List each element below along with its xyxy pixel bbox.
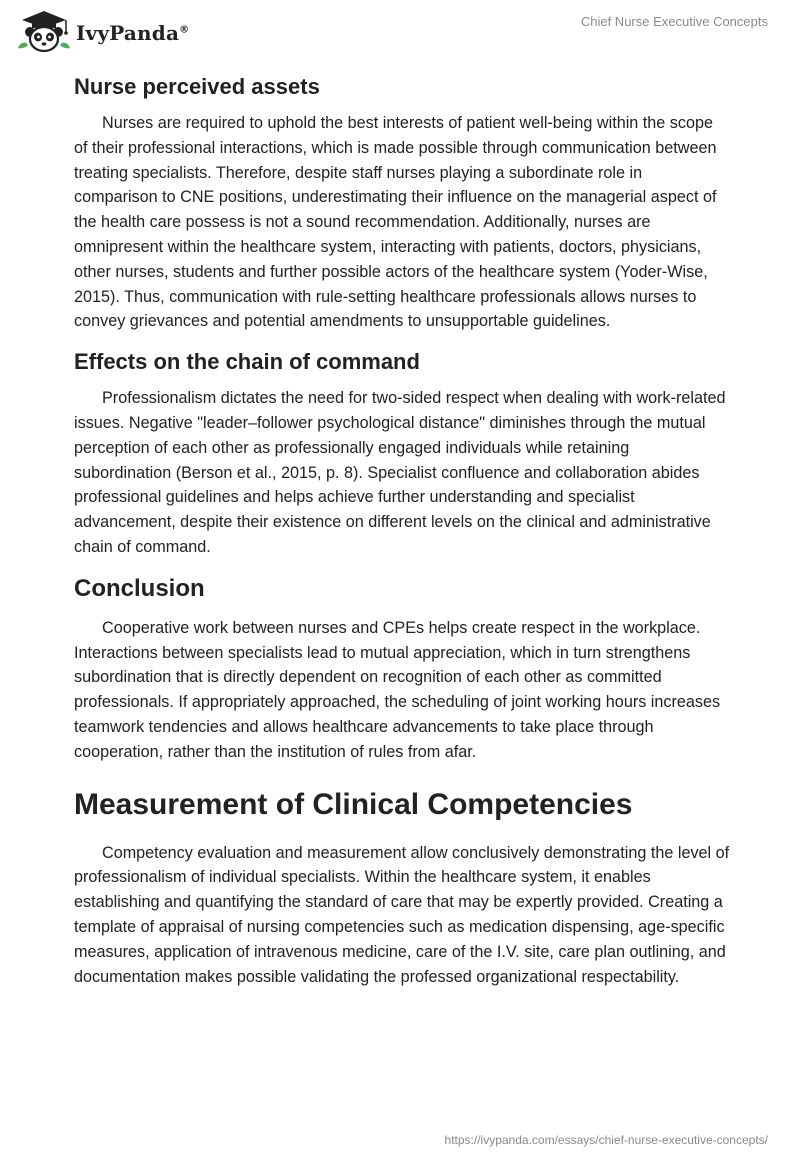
section-heading: Nurse perceived assets xyxy=(74,74,320,99)
page-header xyxy=(0,0,800,60)
section-paragraph: Professionalism dictates the need for two-sided respect when dealing with work-related issues. Negative "leader–follower psychological distance" diminishes through the mutual perception of each other as professionally engaged individuals while retaining subordination (Berson et al., 2015, p. 8). Specialist confluence and collaboration abides professional guidelines and helps achieve further understanding and specialist advancement, despite their existence on different levels on the clinical and administrative chain of command. xyxy=(74,389,726,556)
section-paragraph: Competency evaluation and measurement allow conclusively demonstrating the level of professionalism of individual specialists. Within the healthcare system, it enables establishing and quantifying the standard of care that may be expertly provided. Creating a template of appraisal of nursing competencies such as medication dispensing, age-specific measures, application of intravenous medicine, care of the I.V. site, care plan outlining, and documentation makes possible validating the professed organizational respectability. xyxy=(74,843,730,986)
essay-content xyxy=(74,72,730,989)
ivypanda-logo[interactable] xyxy=(14,8,189,54)
section-heading: Effects on the chain of command xyxy=(74,349,420,375)
panda-graduate-icon xyxy=(14,8,74,54)
section-paragraph: Nurses are required to uphold the best interests of patient well-being within the scope of their professional interactions, which is made possible through communication between treating specialists. Therefore, despite staff nurses playing a subordinate role in comparison to CNE positions, underestimating their influence on the managerial aspect of the health care possess is not a sound recommendation. Additionally, nurses are omnipresent within the healthcare system, interacting with patients, doctors, physicians, other nurses, students and further possible actors of the healthcare system (Yoder-Wise, 2015). Thus, communication with rule-setting healthcare professionals allows nurses to convey grievances and potential amendments to unsupportable guidelines. xyxy=(74,114,717,331)
logo-wordmark: IvyPanda® xyxy=(76,21,190,45)
section-paragraph: Cooperative work between nurses and CPEs helps create respect in the workplace. Interactions between specialists lead to mutual appreciation, which in turn strengthens subordination that is directly dependent on recognition of each other as committed professionals. If appropriately approached, the scheduling of joint working hours increases teamwork tendencies and allows healthcare advancements to take place through cooperation, rather than the institution of rules from afar. xyxy=(74,618,721,761)
section-heading: Conclusion xyxy=(74,574,205,602)
document-title: Chief Nurse Executive Concepts xyxy=(580,14,768,29)
chapter-heading: Measurement of Clinical Competencies xyxy=(74,787,633,821)
source-url-link[interactable]: https://ivypanda.com/essays/chief-nurse-executive-concepts/ xyxy=(444,1133,768,1147)
